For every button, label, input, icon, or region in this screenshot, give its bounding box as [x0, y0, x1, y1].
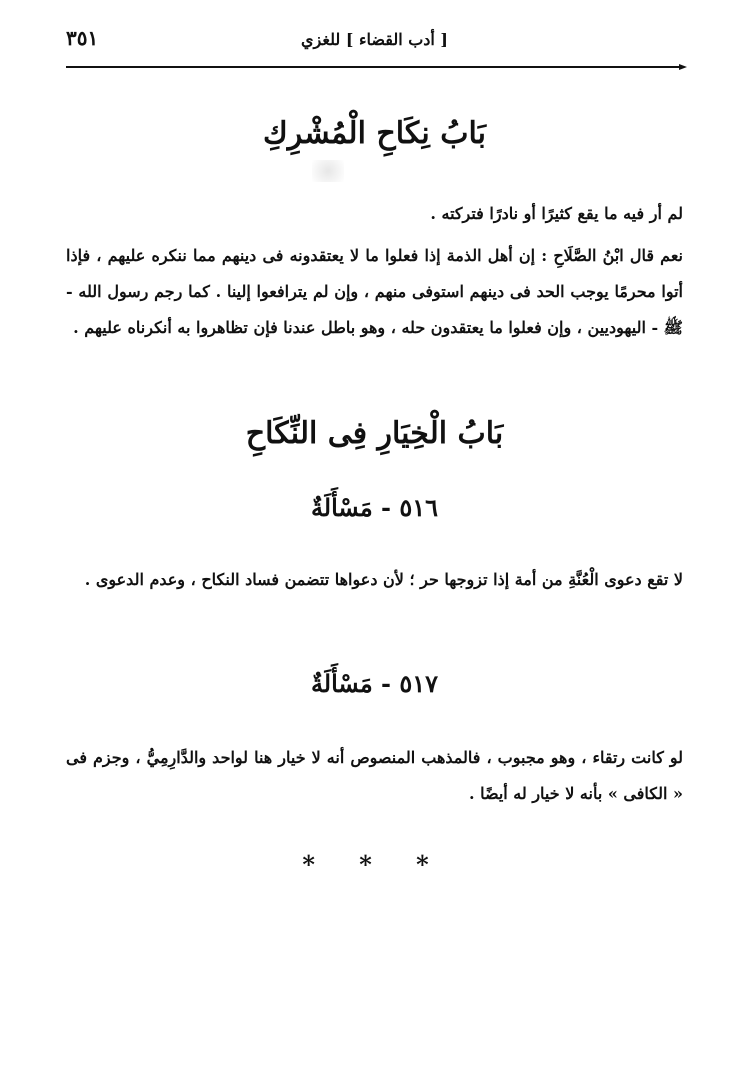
- paragraph: لا تقع دعوى الْعُنَّةِ من أمة إذا تزوجها حر ؛ لأن دعواها تتضمن فساد النكاح ، وعدم الدعوى .: [84, 570, 683, 589]
- question-517: [66, 670, 683, 699]
- chapter-title: بَابُ نِكَاحِ الْمُشْرِكِ: [263, 116, 486, 151]
- running-head: [66, 22, 683, 62]
- question-517-body: [66, 740, 683, 812]
- chapter-polytheist-marriage: [66, 116, 683, 152]
- header-title: [ أدب القضاء ] للغزي: [301, 30, 448, 49]
- section-1-body: [66, 196, 683, 346]
- chapter-title: بَابُ الْخِيَارِ فِى النِّكَاحِ: [245, 416, 504, 451]
- paper-mark: [312, 160, 344, 182]
- paragraph: لو كانت رتقاء ، وهو مجبوب ، فالمذهب المنصوص أنه لا خيار هنا لواحد والدَّارِمِيُّ ، وجزم فى « الكافى » بأنه لا خيار له أيضًا .: [66, 748, 683, 803]
- paragraph: نعم قال ابْنُ الصَّلَاحِ : إن أهل الذمة إذا فعلوا ما لا يعتقدونه فى دينهم مما ننكره عليهم ، فإذا أتوا محرمًا يوجب الحد فى دينهم استوفى منهم ، وإن لم يترافعوا إلينا . كما رجم رسول الله - ﷺ - اليهوديين ، وإن فعلوا ما يعتقدون حله ، وهو باطل عندنا فإن تظاهروا به أنكرناه عليهم .: [66, 246, 683, 337]
- header-rule: [66, 66, 683, 68]
- section-ornament: * * *: [302, 850, 447, 879]
- question-title: ٥١٧ - مَسْأَلَةٌ: [310, 669, 439, 698]
- chapter-option-in-marriage: [66, 416, 683, 452]
- question-title: ٥١٦ - مَسْأَلَةٌ: [310, 493, 439, 522]
- question-516-body: [66, 562, 683, 598]
- page-number: ٣٥١: [66, 26, 99, 50]
- question-516: [66, 494, 683, 523]
- paragraph: لم أر فيه ما يقع كثيرًا أو نادرًا فتركته .: [430, 204, 683, 223]
